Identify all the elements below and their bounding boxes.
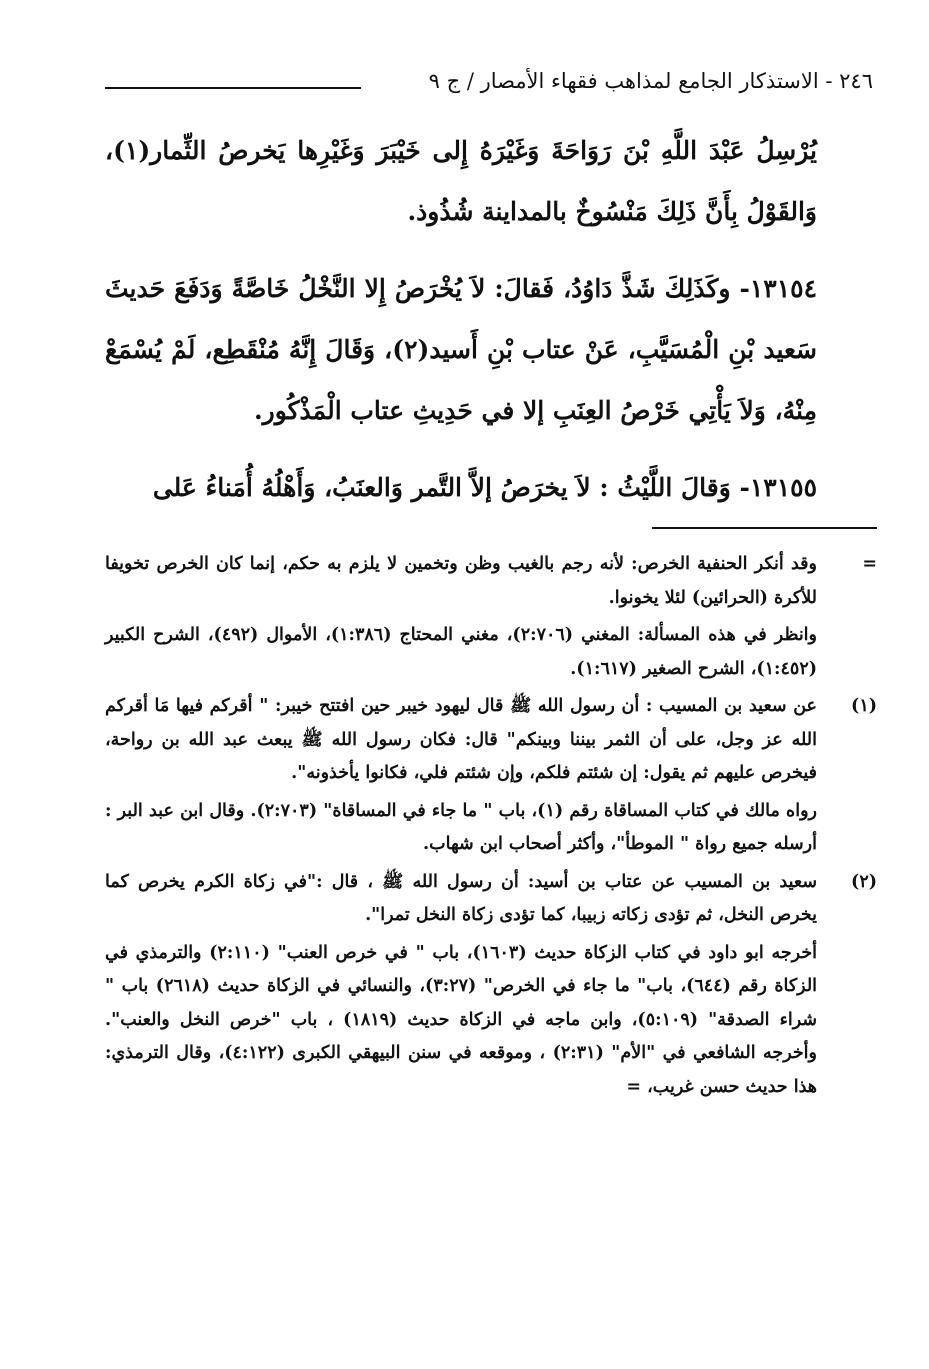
main-text	[105, 120, 817, 518]
footnote-marker: =	[862, 554, 877, 574]
main-paragraph: ١٣١٥٥- وَقالَ اللَّيْثُ : لاَ يخرَصُ إلاَّ التَّمر وَالعنَبُ، وَأَهْلُهُ أُمَناءُ عَلى	[152, 473, 817, 502]
footnote-text: عن سعيد بن المسيب : أن رسول الله ﷺ قال ليهود خيبر حين افتتح خيبر: " أقركم فيها مَا أقركم الله عز وجل، على أن الثمر بيننا وبينكم" قال: فكان رسول الله ﷺ يبعث عبد الله بن رواحة، فيخرص عليهم ثم يقول: إن شئتم فلكم، وإن شئتم فلي، فكانوا يأخذونه".	[105, 696, 817, 783]
footnote-text: رواه مالك في كتاب المساقاة رقم (١)، باب " ما جاء في المساقاة" (٢:٧٠٣). وقال ابن عبد البر : أرسله جميع رواة " الموطأ"، وأكثر أصحاب ابن شهاب.	[105, 800, 817, 854]
footnote-text: سعيد بن المسيب عن عتاب بن أسيد: أن رسول الله ﷺ ، قال :"في زكاة الكرم يخرص كما يخرص النخل، ثم تؤدى زكاته زبيبا، كما تؤدى زكاة النخل تمرا".	[105, 871, 817, 925]
main-paragraph: ١٣١٥٤- وكَذَلِكَ شَذَّ دَاوُدُ، فَقالَ: لاَ يُخْرَصُ إِلا النَّخْلُ خَاصَّةً وَدَفَعَ حَديثَ سَعيد بْنِ الْمُسَيَّبِ، عَنْ عتاب بْنِ أَسيد(٢)، وَقَالَ إِنَّهُ مُنْقَطِع، لَمْ يُسْمَعْ مِنْهُ، وَلاَ يَأْتِي خَرْصُ العِنَبِ إلا في حَدِيثِ عتاب الْمَذْكُور.	[105, 274, 817, 425]
footnote-text: وقد أنكر الحنفية الخرص: لأنه رجم بالغيب وظن وتخمين لا يلزم به حكم، إنما كان الخرص تخويفا للأكرة (الحرائين) لئلا يخونوا.	[105, 554, 817, 608]
footnote	[105, 548, 877, 615]
footnote-text: أخرجه ابو داود في كتاب الزكاة حديث (١٦٠٣)، باب " في خرص العنب" (٢:١١٠) والترمذي في الزكاة رقم (٦٤٤)، باب" ما جاء في الخرص" (٣:٢٧)، والنسائي في الزكاة حديث (٢٦١٨) باب " شراء الصدقة" (٥:١٠٩)، وابن ماجه في الزكاة حديث (١٨١٩) ، باب "خرص النخل والعنب". وأخرجه الشافعي في "الأم" (٢:٣١) ، وموقعه في سنن البيهقي الكبرى (٤:١٢٢)، وقال الترمذي: هذا حديث حسن غريب، =	[105, 942, 818, 1097]
footnote-marker: (٢)	[851, 871, 877, 892]
main-paragraph: يُرْسِلُ عَبْدَ اللَّهِ بْنَ رَوَاحَةَ وَغَيْرَهُ إِلى خَيْبَرَ وَغَيْرِها يَخرصُ الثِّمار(١)، وَالقَوْلُ بِأَنَّ ذَلِكَ مَنْسُوخٌ بالمداينة شُذُوذ.	[105, 136, 817, 226]
footnote	[105, 937, 817, 1105]
footnote	[105, 619, 817, 686]
footnote-text: وانظر في هذه المسألة: المغني (٢:٧٠٦)، مغني المحتاج (١:٣٨٦)، الأموال (٤٩٢)، الشرح الكبير (١:٤٥٢)، الشرح الصغير (١:٦١٧).	[105, 625, 817, 679]
header-rule	[105, 87, 361, 89]
footnote	[105, 795, 817, 862]
footnotes	[105, 548, 877, 1108]
footnote	[105, 690, 877, 791]
running-head: ٢٤٦ - الاستذكار الجامع لمذاهب فقهاء الأمصار / ج ٩	[428, 69, 873, 93]
footnote-rule	[652, 527, 877, 529]
footnote-marker: (١)	[851, 696, 877, 716]
footnote	[105, 866, 877, 933]
